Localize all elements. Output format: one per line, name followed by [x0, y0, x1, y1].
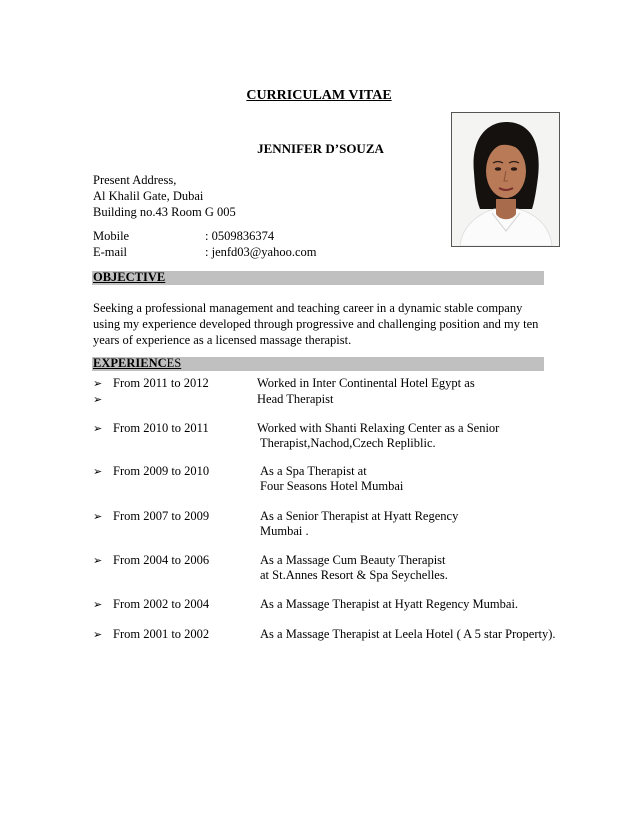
email-label: E-mail — [93, 245, 128, 259]
bullet-arrow-icon: ➢ — [93, 555, 103, 567]
bullet-arrow-icon: ➢ — [93, 423, 103, 435]
email-row — [93, 244, 317, 260]
objective-heading: OBJECTIVE — [93, 270, 166, 284]
experience-item — [93, 596, 573, 613]
experience-period: From 2007 to 2009 — [113, 509, 210, 523]
experience-description: Worked with Shanti Relaxing Center as a Senior — [257, 421, 500, 435]
page-title: CURRICULAM VITAE — [246, 88, 392, 103]
experience-heading-bold: EXPERIENC — [93, 356, 167, 370]
experience-period: From 2004 to 2006 — [113, 553, 210, 567]
experience-description: Worked in Inter Continental Hotel Egypt as — [257, 376, 475, 390]
experience-description-line-2: Head Therapist — [257, 392, 334, 406]
profile-photo-image — [452, 113, 559, 246]
bullet-arrow-icon: ➢ — [93, 466, 103, 478]
experience-description: As a Spa Therapist at — [260, 464, 367, 478]
objective-line-2: using my experience developed through progressive and challenging position and my ten — [93, 317, 539, 331]
address-line-2: Building no.43 Room G 005 — [93, 205, 236, 219]
bullet-arrow-icon: ➢ — [93, 629, 103, 641]
experience-item — [93, 508, 573, 525]
experience-period: From 2010 to 2011 — [113, 421, 209, 435]
experience-description: As a Senior Therapist at Hyatt Regency — [260, 509, 459, 523]
experience-period: From 2009 to 2010 — [113, 464, 210, 478]
experience-period: From 2002 to 2004 — [113, 597, 210, 611]
experience-period: From 2011 to 2012 — [113, 376, 209, 390]
experience-description: As a Massage Therapist at Hyatt Regency Mumbai. — [260, 597, 519, 611]
mobile-label: Mobile — [93, 229, 130, 243]
experience-period: From 2001 to 2002 — [113, 627, 210, 641]
bullet-arrow-icon: ➢ — [93, 599, 103, 611]
experience-description: As a Massage Cum Beauty Therapist — [260, 553, 446, 567]
candidate-name-text: JENNIFER D’SOUZA — [257, 141, 384, 156]
profile-photo — [451, 112, 560, 247]
present-address — [93, 172, 236, 220]
experience-item — [93, 375, 573, 392]
objective-text — [93, 300, 553, 348]
bullet-arrow-icon: ➢ — [93, 378, 103, 390]
experience-description-line-2: at St.Annes Resort & Spa Seychelles. — [260, 568, 448, 582]
experience-description-line-2: Therapist,Nachod,Czech Repliblic. — [260, 436, 436, 450]
experience-heading-rest: ES — [166, 356, 182, 370]
objective-heading-bar — [92, 271, 544, 285]
address-label: Present Address, — [93, 173, 177, 187]
objective-line-1: Seeking a professional management and teaching career in a dynamic stable company — [93, 301, 523, 315]
email-value: : jenfd03@yahoo.com — [205, 245, 317, 259]
mobile-row — [93, 228, 274, 244]
experience-item — [93, 626, 573, 643]
mobile-value: : 0509836374 — [205, 229, 275, 243]
address-line-1: Al Khalil Gate, Dubai — [93, 189, 204, 203]
experience-description-line-2: Mumbai . — [260, 524, 309, 538]
experience-item-continued — [93, 391, 573, 408]
objective-line-3: years of experience as a licensed massage therapist. — [93, 333, 352, 347]
experience-heading-bar — [92, 357, 544, 371]
experience-description-line-2: Four Seasons Hotel Mumbai — [260, 479, 404, 493]
experience-description: As a Massage Therapist at Leela Hotel ( A 5 star Property). — [260, 627, 556, 641]
experience-heading — [93, 356, 181, 371]
bullet-arrow-icon: ➢ — [93, 511, 103, 523]
bullet-arrow-icon: ➢ — [93, 394, 103, 406]
